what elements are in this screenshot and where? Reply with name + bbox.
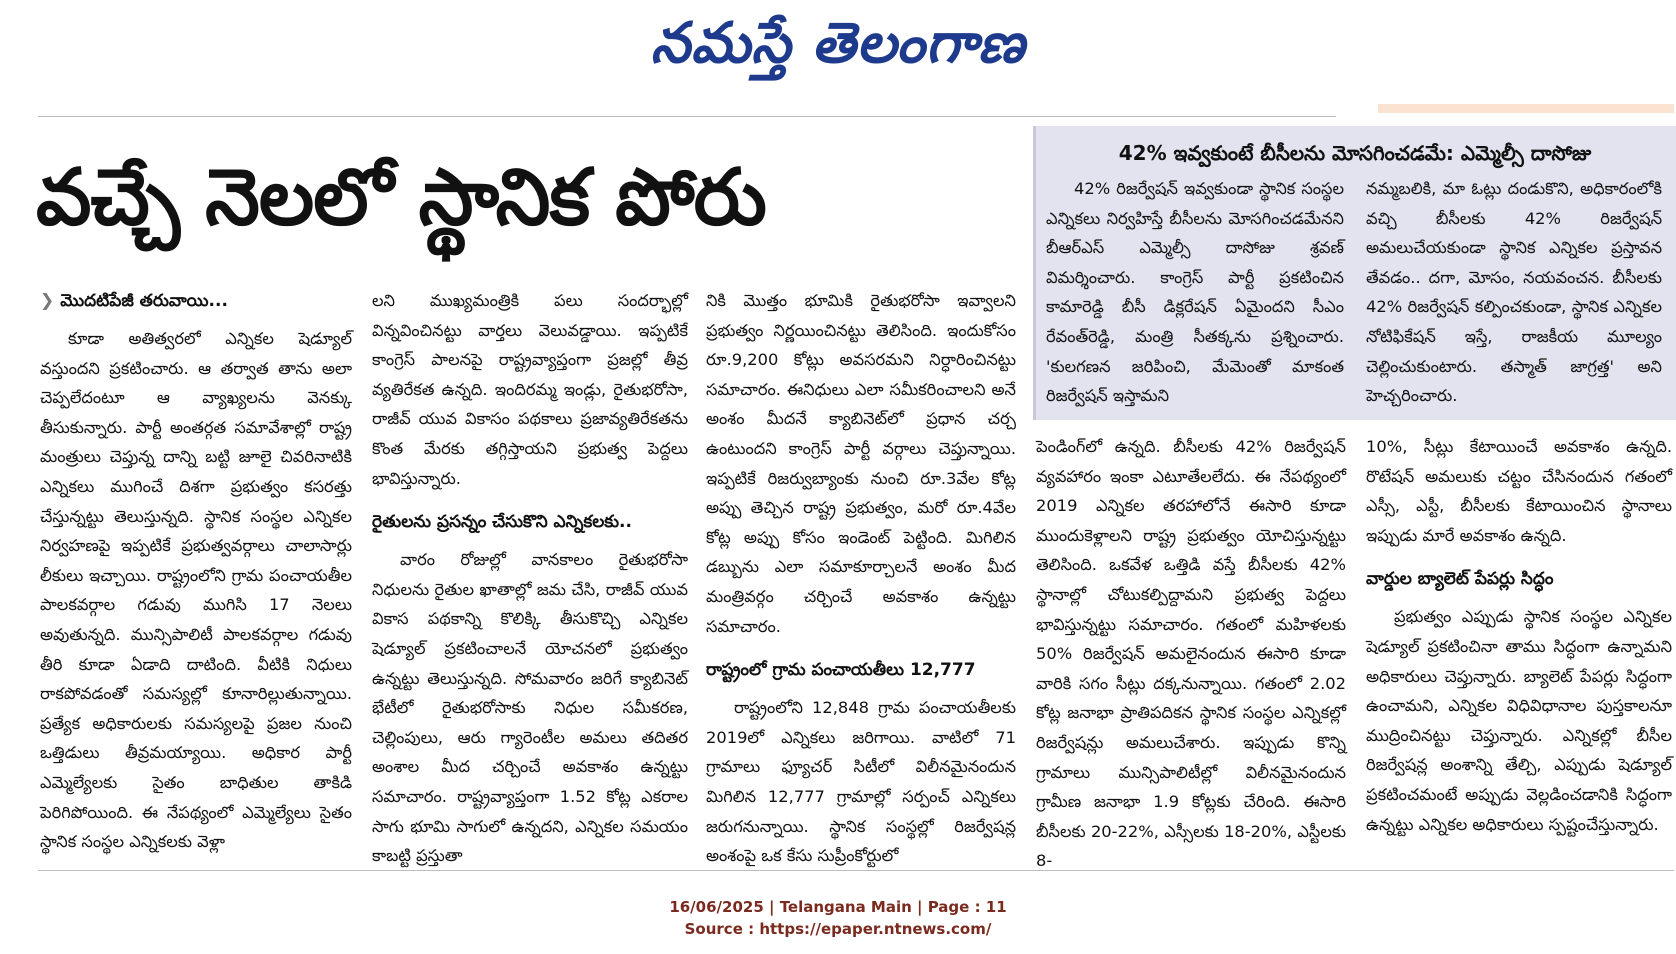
sidebar-paragraph-1: 42% రిజర్వేషన్ ఇవ్వకుండా స్థానిక సంస్థల ఎన్నికలు నిర్వహిస్తే బీసీలను మోసగించడమేనని బీఆర్ఎస్ ఎమ్మెల్సీ దాసోజు శ్రవణ్ విమర్శించారు. కాంగ్రెస్ పార్టీ ప్రకటించిన కామారెడ్డి బీసీ డిక్లరేషన్ ఏమైందని సీఎం రేవంత్‌రెడ్డి, మంత్రి సీతక్కను ప్రశ్నించారు. 'కులగణన జరిపించి, మేమెంతో మాకంత రిజర్వేషన్ ఇస్తామని bbox=[1046, 179, 1344, 406]
bottom-divider bbox=[38, 870, 1674, 871]
section-subheading: రైతులను ప్రసన్నం చేసుకొని ఎన్నికలకు.. bbox=[372, 512, 632, 533]
top-divider bbox=[38, 116, 1336, 117]
chevron-right-icon: ❯ bbox=[40, 291, 55, 311]
article-paragraph: లని ముఖ్యమంత్రికి పలు సందర్భాల్లో విన్నవించినట్టు వార్తలు వెలువడ్డాయి. ఇప్పటికే కాంగ్రెస్ పాలనపై రాష్ట్రవ్యాప్తంగా ప్రజల్లో తీవ్ర వ్యతిరేకత ఉన్నది. ఇందిరమ్మ ఇండ్లు, రైతుభరోసా, రాజీవ్ యువ వికాసం పథకాలు ప్రజావ్యతిరేకతను కొంత మేరకు తగ్గిస్తాయని ప్రభుత్వ పెద్దలు భావిస్తున్నారు. bbox=[372, 291, 688, 488]
main-headline: వచ్చే నెలలో స్థానిక పోరు bbox=[36, 153, 766, 243]
article-paragraph: వారం రోజుల్లో వానకాలం రైతుభరోసా నిధులను రైతుల ఖాతాల్లో జమ చేసి, రాజీవ్ యువ వికాస పథకాన్ని కొలిక్కి తీసుకొచ్చి ఎన్నికల షెడ్యూల్ ప్రకటించాలనే యోచనలో ప్రభుత్వం ఉన్నట్టు తెలుస్తున్నది. సోమవారం జరిగే క్యాబినెట్ భేటీలో రైతుభరోసాకు నిధుల సమీకరణ, చెల్లింపులు, ఆరు గ్యారెంటీల అమలు తదితర అంశాల మీద చర్చించే అవకాశం ఉన్నట్టు సమాచారం. రాష్ట్రవ్యాప్తంగా 1.52 కోట్ల ఎకరాల సాగు భూమి సాగులో ఉన్నదని, ఎన్నికల సమయం కాబట్టి ప్రస్తుతా bbox=[372, 550, 688, 866]
footer-edition-info: 16/06/2025 | Telangana Main | Page : 11 bbox=[669, 898, 1007, 916]
sidebar-column-1 bbox=[1046, 174, 1344, 414]
article-column-1 bbox=[40, 286, 352, 852]
article-paragraph: 10%, సీట్లు కేటాయించే అవకాశం ఉన్నది. రొటేషన్ అమలుకు చట్టం చేసినందున గతంలో ఎస్సీ, ఎస్టీ, బీసీలకు కేటాయించిన స్థానాలు ఇప్పుడు మారే అవకాశం ఉన్నది. bbox=[1366, 437, 1672, 545]
sidebar-paragraph-2: నమ్మబలికి, మా ఓట్లు దండుకొని, అధికారంలోకి వచ్చి బీసీలకు 42% రిజర్వేషన్ అమలుచేయకుండా స్థానిక ఎన్నికల ప్రస్తావన తేవడం.. దగా, మోసం, నయవంచన. బీసీలకు 42% రిజర్వేషన్ కల్పించకుండా, స్థానిక ఎన్నికల నోటిఫికేషన్ ఇస్తే, రాజకీయ మూల్యం చెల్లించుకుంటారు. తస్మాత్ జాగ్రత్త' అని హెచ్చరించారు. bbox=[1366, 179, 1662, 406]
article-paragraph: కూడా అతిత్వరలో ఎన్నికల షెడ్యూల్ వస్తుందని ప్రకటించారు. ఆ తర్వాత తాను అలా చెప్పలేదంటూ ఆ వ్యాఖ్యలను వెనక్కు తీసుకున్నారు. పార్టీ అంతర్గత సమావేశాల్లో రాష్ట్ర మంత్రులు చెప్తున్న దాన్ని బట్టి జూలై చివరినాటికి ఎన్నికలు ముగించే దిశగా ప్రభుత్వం కసరత్తు చేస్తున్నట్టు తెలుస్తున్నది. స్థానిక సంస్థల ఎన్నికల నిర్వహణపై ఇప్పటికే ప్రభుత్వవర్గాలు చాలాసార్లు లీకులు ఇచ్చాయి. రాష్ట్రంలోని గ్రామ పంచాయతీల పాలకవర్గాల గడువు ముగిసి 17 నెలలు అవుతున్నది. మున్సిపాలిటీ పాలకవర్గాల గడువు తీరి కూడా ఏడాది దాటింది. వీటికి నిధులు రాకపోవడంతో సమస్యల్లో కూనారిల్లుతున్నాయి. ప్రత్యేక అధికారులకు సమస్యలపై ప్రజల నుంచి ఒత్తిడులు తీవ్రమయ్యాయి. అధికార పార్టీ ఎమ్మెల్యేలకు సైతం బాధితుల తాకిడి పెరిగిపోయింది. ఈ నేపథ్యంలో ఎమ్మెల్యేలు సైతం స్థానిక సంస్థల ఎన్నికలకు వెళ్లా bbox=[40, 329, 352, 852]
section-subheading: వార్డుల బ్యాలెట్ పేపర్లు సిద్ధం bbox=[1366, 569, 1554, 590]
section-subheading: రాష్ట్రంలో గ్రామ పంచాయతీలు 12,777 bbox=[706, 660, 976, 681]
top-accent-bar bbox=[1378, 104, 1674, 113]
article-paragraph: రాష్ట్రంలోని 12,848 గ్రామ పంచాయతీలకు 2019లో ఎన్నికలు జరిగాయి. వాటిలో 71 గ్రామాలు ఫ్యూచర్ సిటీలో విలీనమైనందున మిగిలిన 12,777 గ్రామాల్లో సర్పంచ్ ఎన్నికలు జరుగనున్నాయి. స్థానిక సంస్థల్లో రిజర్వేషన్ల అంశంపై ఒక కేసు సుప్రీంకోర్టులో bbox=[706, 698, 1016, 866]
article-paragraph: నికి మొత్తం భూమికి రైతుభరోసా ఇవ్వాలని ప్రభుత్వం నిర్ణయించినట్టు తెలిసింది. ఇందుకోసం రూ.9,200 కోట్లు అవసరమని నిర్ధారించినట్టు సమాచారం. ఈనిధులు ఎలా సమీకరించాలని అనే అంశం మీదనే క్యాబినెట్‌లో ప్రధాన చర్చ ఉంటుందని కాంగ్రెస్ పార్టీ వర్గాలు చెప్తున్నాయి. ఇప్పటికే రిజర్వుబ్యాంకు నుంచి రూ.3వేల కోట్ల అప్పు తెచ్చిన రాష్ట్ర ప్రభుత్వం, మరో రూ.4వేల కోట్ల అప్పు కోసం ఇండెంట్ పెట్టింది. మిగిలిన డబ్బును ఎలా సమాకూర్చాలనే అంశం మీద మంత్రివర్గం చర్చించే అవకాశం ఉన్నట్టు సమాచారం. bbox=[706, 291, 1016, 636]
sidebar-title: 42% ఇవ్వకుంటే బీసీలను మోసగించడమే: ఎమ్మెల్సీ దాసోజు bbox=[1118, 141, 1592, 165]
article-paragraph: పెండింగ్‌లో ఉన్నది. బీసీలకు 42% రిజర్వేషన్ వ్యవహారం ఇంకా ఎటూతేలలేదు. ఈ నేపథ్యంలో 2019 ఎన్నికల తరహాలోనే ఈసారి కూడా ముందుకెళ్లాలని రాష్ట్ర ప్రభుత్వం యోచిస్తున్నట్టు తెలిసింది. ఒకవేళ ఒత్తిడి వస్తే బీసీలకు 42% స్థానాల్లో చోటుకల్పిద్దామని ప్రభుత్వ పెద్దలు భావిస్తున్నట్టు సమాచారం. గతంలో మహిళలకు 50% రిజర్వేషన్ అమలైనందున ఈసారి కూడా వారికి సగం సీట్లు దక్కనున్నాయి. గతంలో 2.02 కోట్ల జనాభా ప్రాతిపదికన స్థానిక సంస్థల ఎన్నికల్లో రిజర్వేషన్లు అమలుచేశారు. ఇప్పుడు కొన్ని గ్రామాలు మున్సిపాలిటీల్లో విలీనమైనందున గ్రామీణ జనాభా 1.9 కోట్లకు చేరింది. ఈసారి బీసీలకు 20-22%, ఎస్సీలకు 18-20%, ఎస్టీలకు 8- bbox=[1036, 437, 1346, 871]
article-paragraph: ప్రభుత్వం ఎప్పుడు స్థానిక సంస్థల ఎన్నికల షెడ్యూల్ ప్రకటించినా తాము సిద్ధంగా ఉన్నామని అధికారులు చెప్తున్నారు. బ్యాలెట్ పేపర్లు సిద్ధంగా ఉంచామని, ఎన్నికల విధివిధానాల పుస్తకాలనూ ముద్రించినట్టు చెప్తున్నారు. ఎన్నికల్లో బీసీల రిజర్వేషన్ల అంశాన్ని తేల్చి, ఎప్పుడు షెడ్యూల్ ప్రకటించమంటే అప్పుడు వెల్లడించడానికి సిద్ధంగా ఉన్నట్టు ఎన్నికల అధికారులు స్పష్టంచేస్తున్నారు. bbox=[1366, 607, 1672, 834]
continued-label: ❯ మొదటిపేజీ తరువాయి... bbox=[40, 291, 228, 311]
article-column-5 bbox=[1366, 432, 1672, 852]
article-column-2 bbox=[372, 286, 688, 866]
article-column-4 bbox=[1036, 432, 1346, 871]
masthead-logo: నమస్తే తెలంగాణ bbox=[650, 10, 1026, 76]
article-column-3 bbox=[706, 286, 1016, 866]
sidebar-column-2 bbox=[1366, 174, 1662, 414]
footer-source: Source : https://epaper.ntnews.com/ bbox=[684, 920, 992, 938]
